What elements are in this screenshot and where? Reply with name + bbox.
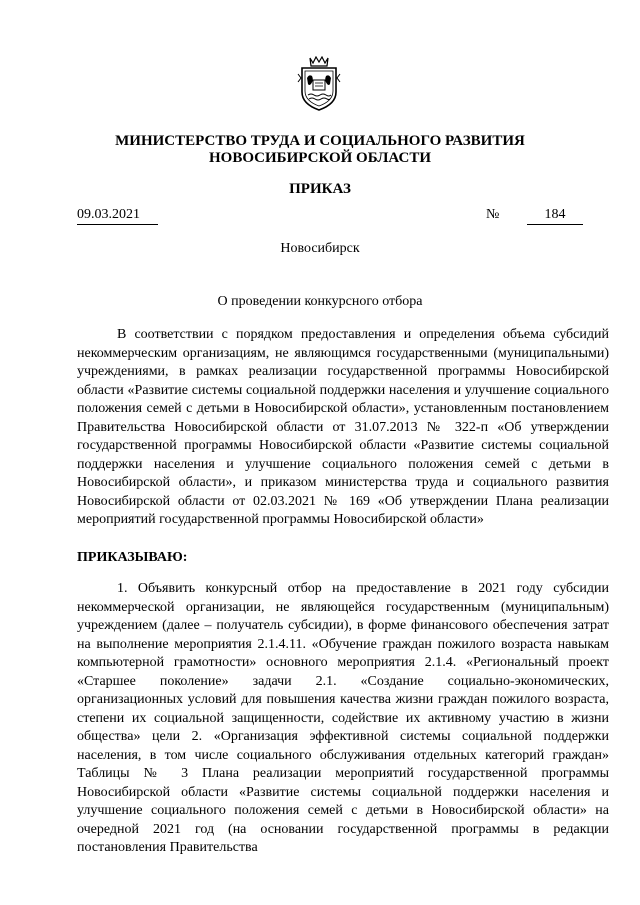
order-item-1: 1. Объявить конкурсный отбор на предоставление в 2021 году субсидии некоммерческой организации, не являющейся государственным (муниципальным) учреждением (далее – получатель субсидии), в форме финансового обеспечения затрат на выполнение мероприятия 2.1.4.11. «Обучение граждан пожилого возраста навыкам компьютерной грамотности» основного мероприятия 2.1.4. «Региональный проект «Старшее поколение» задачи 2.1. «Создание социально-экономических, организационных условий для повышения качества жизни граждан пожилого возраста, степени их социальной защищенности, содействие их активному участию в жизни общества» цели 2. «Организация эффективной системы социальной поддержки населения, в том числе социального обслуживания отдельных категорий граждан» Таблицы № 3 Плана реализации мероприятий государственной программы Новосибирской области «Развитие системы социальной поддержки населения и улучшение социального положения семей с детьми в Новосибирской области» на очередной 2021 год (на основании государственной программы в редакции постановления Правительства [77, 581, 609, 855]
number-sign: № [486, 207, 500, 222]
preamble-paragraph: В соответствии с порядком предоставления и определения объема субсидий некоммерческим организациям, не являющимся государственными (муниципальными) учреждениями, в рамках реализации государственной программы Новосибирской области «Развитие системы социальной поддержки населения и улучшение социального положения семей с детьми в Новосибирской области», установленным постановлением Правительства Новосибирской области от 31.07.2013 № 322-п «Об утверждении государственной программы Новосибирской области «Развитие системы социальной поддержки населения и улучшение социального положения семей с детьми в Новосибирской области», и приказом министерства труда и социального развития Новосибирской области от 02.03.2021 № 169 «Об утверждении Плана реализации мероприятий государственной программы Новосибирской области» [77, 327, 609, 527]
coat-of-arms-icon [296, 56, 342, 112]
order-date: 09.03.2021 [77, 207, 158, 225]
order-subject: О проведении конкурсного отбора [217, 294, 423, 309]
ministry-name-line2: НОВОСИБИРСКОЙ ОБЛАСТИ [208, 150, 432, 166]
order-number: 184 [527, 207, 583, 225]
city-name: Новосибирск [280, 241, 360, 256]
order-directive-heading: ПРИКАЗЫВАЮ: [77, 550, 188, 565]
document-type: ПРИКАЗ [289, 181, 351, 197]
ministry-name-line1: МИНИСТЕРСТВО ТРУДА И СОЦИАЛЬНОГО РАЗВИТИЯ [115, 133, 525, 149]
